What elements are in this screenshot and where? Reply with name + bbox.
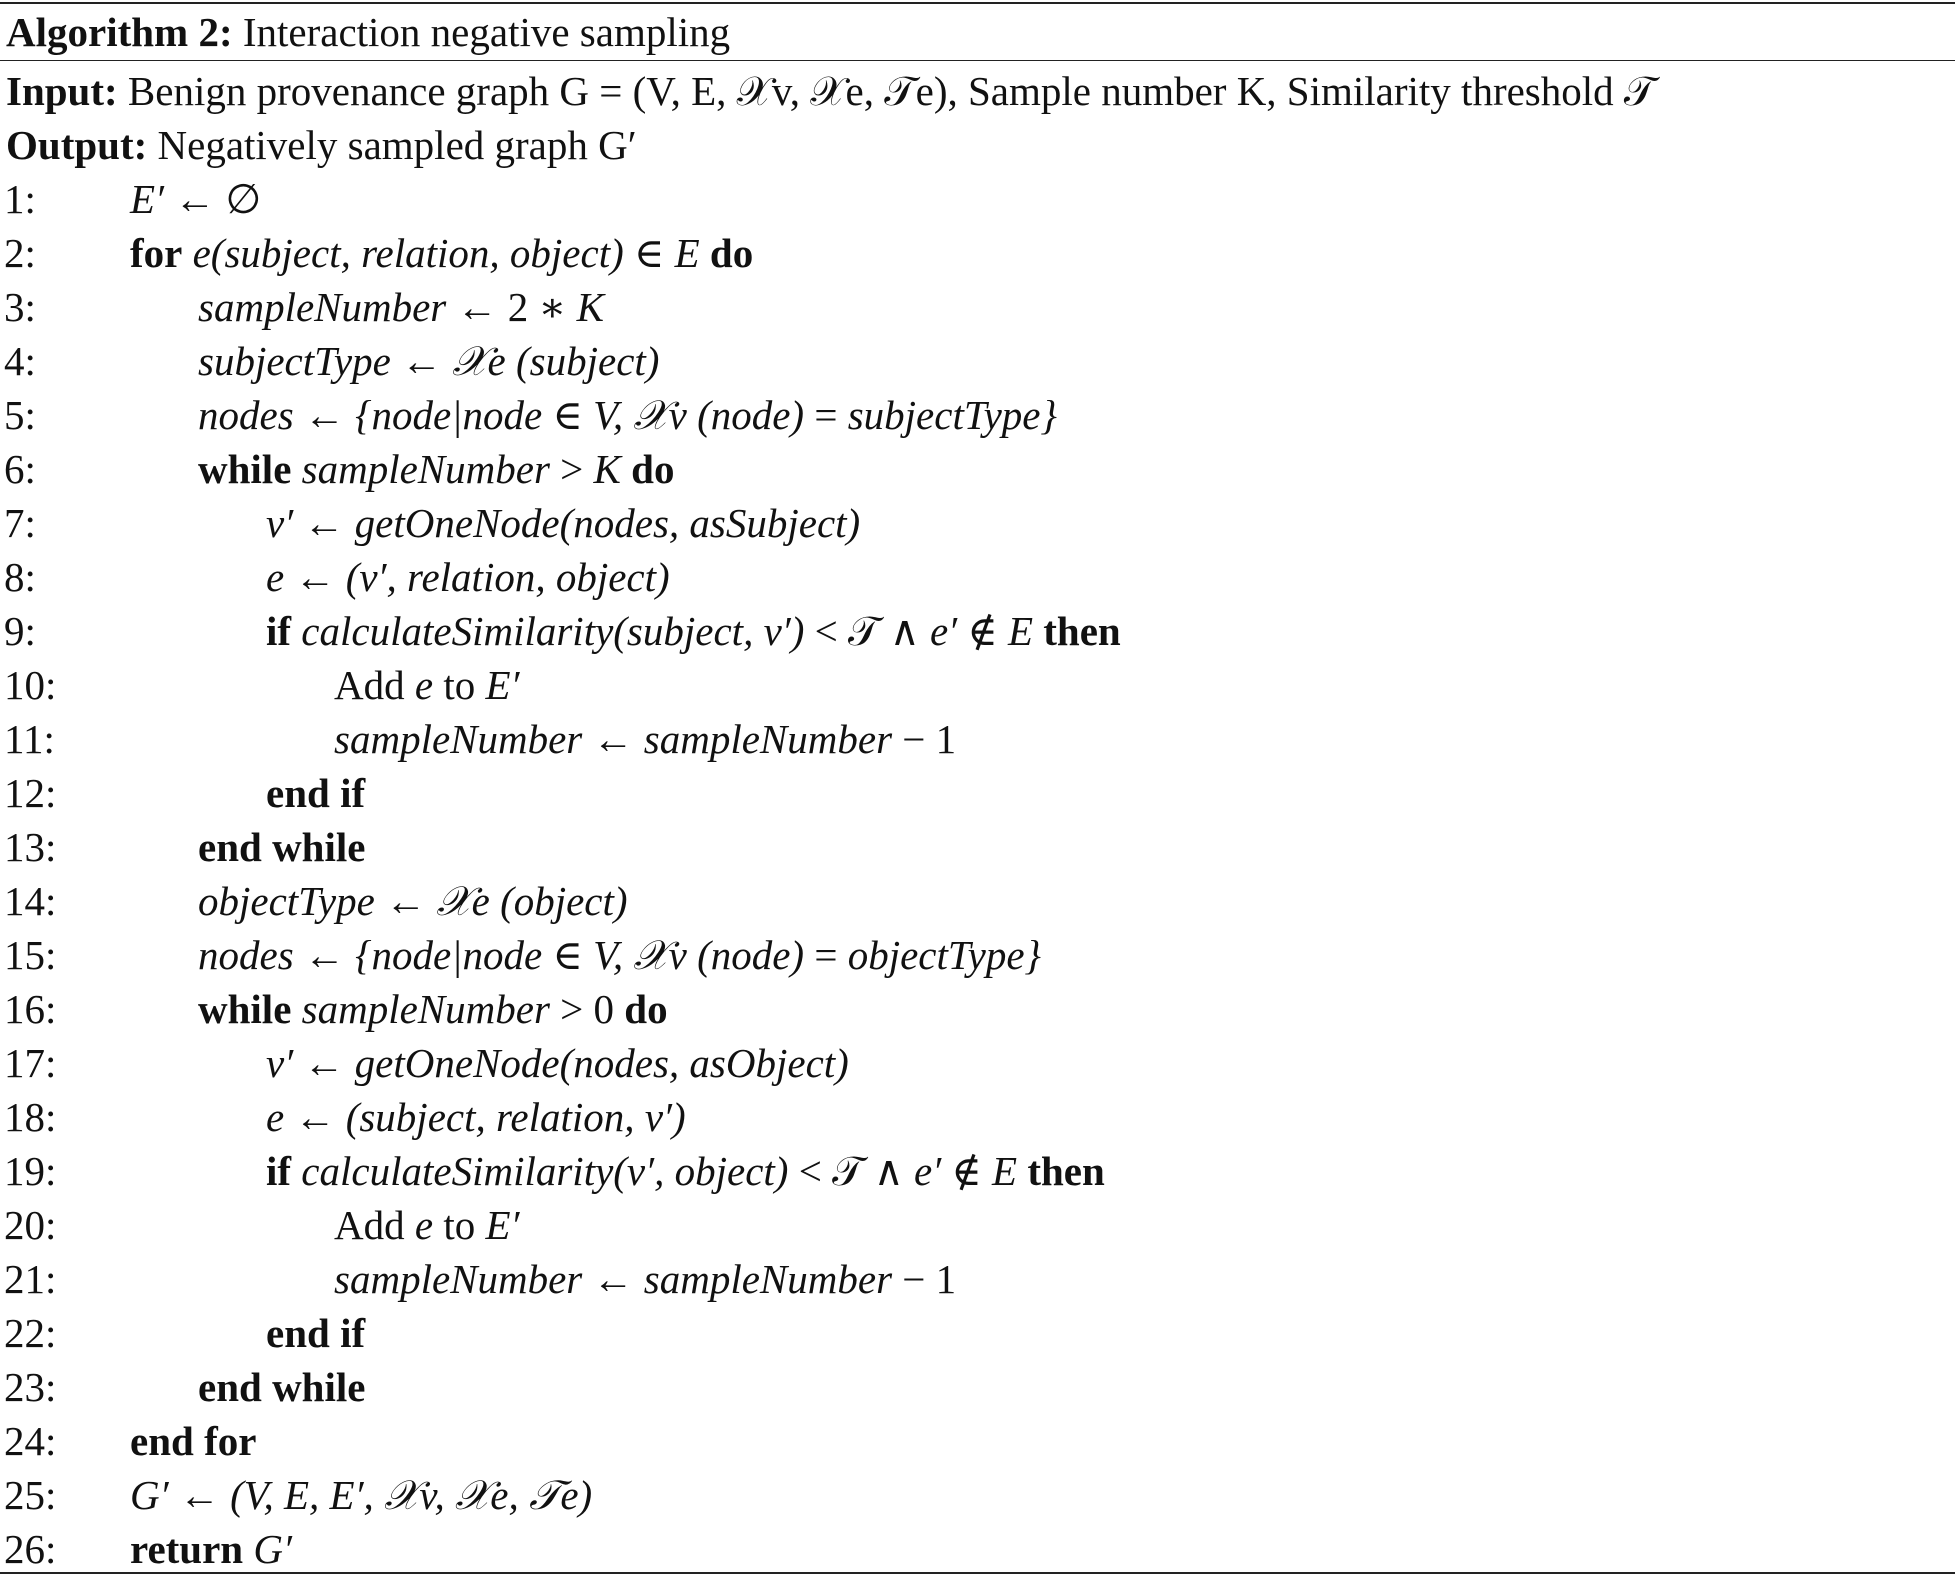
line-code: sampleNumber ← sampleNumber − 1 <box>334 716 957 762</box>
line-code: G′ ← (V, E, E′, 𝒳v, 𝒳e, 𝒯e) <box>130 1472 593 1518</box>
line-number: 4: <box>4 338 36 384</box>
line-number: 2: <box>4 230 36 276</box>
input-line <box>6 64 1655 118</box>
line-number: 19: <box>4 1148 57 1194</box>
algorithm-line <box>0 766 1955 820</box>
algorithm-line <box>0 442 1955 496</box>
output-text: Negatively sampled graph G′ <box>157 122 637 168</box>
line-number: 7: <box>4 500 36 546</box>
line-code: end if <box>266 770 366 816</box>
line-number: 21: <box>4 1256 57 1302</box>
line-code: nodes ← {node|node ∈ V, 𝒳v (node) = subjectType} <box>198 392 1057 438</box>
line-number: 1: <box>4 176 36 222</box>
line-number: 9: <box>4 608 36 654</box>
line-number: 20: <box>4 1202 57 1248</box>
algorithm-line <box>0 280 1955 334</box>
line-number: 24: <box>4 1418 57 1464</box>
line-code: if calculateSimilarity(subject, v′) < 𝒯 ∧ e′ ∉ E then <box>266 608 1121 654</box>
header-rule <box>0 60 1955 61</box>
algorithm-line <box>0 712 1955 766</box>
line-code: subjectType ← 𝒳e (subject) <box>198 338 660 384</box>
line-number: 25: <box>4 1472 57 1518</box>
line-code: e ← (subject, relation, v′) <box>266 1094 686 1140</box>
line-code: nodes ← {node|node ∈ V, 𝒳v (node) = objectType} <box>198 932 1041 978</box>
algorithm-line <box>0 550 1955 604</box>
line-number: 8: <box>4 554 36 600</box>
algorithm-line <box>0 496 1955 550</box>
algorithm-line <box>0 1036 1955 1090</box>
algorithm-line <box>0 388 1955 442</box>
algorithm-header <box>6 4 730 60</box>
line-code: end for <box>130 1418 257 1464</box>
algorithm-line <box>0 658 1955 712</box>
line-number: 6: <box>4 446 36 492</box>
line-code: v′ ← getOneNode(nodes, asSubject) <box>266 500 861 546</box>
algorithm-line <box>0 172 1955 226</box>
line-code: Add e to E′ <box>334 662 520 708</box>
line-code: end while <box>198 1364 366 1410</box>
algorithm-title: Interaction negative sampling <box>242 9 731 55</box>
algorithm-line <box>0 982 1955 1036</box>
input-text: Benign provenance graph G = (V, E, 𝒳v, 𝒳e, 𝒯e), Sample number K, Similarity threshold 𝒯 <box>127 68 1656 114</box>
line-code: if calculateSimilarity(v′, object) < 𝒯 ∧ e′ ∉ E then <box>266 1148 1105 1194</box>
line-number: 14: <box>4 878 57 924</box>
line-number: 3: <box>4 284 36 330</box>
line-code: e ← (v′, relation, object) <box>266 554 670 600</box>
line-number: 26: <box>4 1526 57 1572</box>
algorithm-line <box>0 1522 1955 1576</box>
output-label: Output: <box>6 122 148 168</box>
line-number: 15: <box>4 932 57 978</box>
algorithm-label: Algorithm 2: <box>6 9 233 55</box>
output-line <box>6 118 637 172</box>
line-number: 17: <box>4 1040 57 1086</box>
bottom-rule <box>0 1572 1955 1574</box>
line-number: 10: <box>4 662 57 708</box>
line-code: while sampleNumber > K do <box>198 446 675 492</box>
line-number: 16: <box>4 986 57 1032</box>
algorithm-line <box>0 1414 1955 1468</box>
line-number: 23: <box>4 1364 57 1410</box>
algorithm-line <box>0 1198 1955 1252</box>
line-code: Add e to E′ <box>334 1202 520 1248</box>
algorithm-line <box>0 604 1955 658</box>
input-label: Input: <box>6 68 118 114</box>
line-number: 5: <box>4 392 36 438</box>
line-code: objectType ← 𝒳e (object) <box>198 878 628 924</box>
line-number: 11: <box>4 716 55 762</box>
line-number: 13: <box>4 824 57 870</box>
algorithm-line <box>0 874 1955 928</box>
line-code: while sampleNumber > 0 do <box>198 986 668 1032</box>
line-number: 18: <box>4 1094 57 1140</box>
line-code: sampleNumber ← sampleNumber − 1 <box>334 1256 957 1302</box>
algorithm-line <box>0 1090 1955 1144</box>
line-number: 12: <box>4 770 57 816</box>
line-code: sampleNumber ← 2 ∗ K <box>198 284 604 330</box>
algorithm-line <box>0 226 1955 280</box>
line-code: return G′ <box>130 1526 292 1572</box>
algorithm-line <box>0 1306 1955 1360</box>
line-code: v′ ← getOneNode(nodes, asObject) <box>266 1040 849 1086</box>
algorithm-line <box>0 820 1955 874</box>
line-code: for e(subject, relation, object) ∈ E do <box>130 230 754 276</box>
algorithm-line <box>0 928 1955 982</box>
algorithm-line <box>0 334 1955 388</box>
algorithm-line <box>0 1144 1955 1198</box>
algorithm-line <box>0 1468 1955 1522</box>
line-code: end if <box>266 1310 366 1356</box>
line-code: E′ ← ∅ <box>130 176 262 222</box>
line-number: 22: <box>4 1310 57 1356</box>
algorithm-line <box>0 1252 1955 1306</box>
line-code: end while <box>198 824 366 870</box>
algorithm-line <box>0 1360 1955 1414</box>
